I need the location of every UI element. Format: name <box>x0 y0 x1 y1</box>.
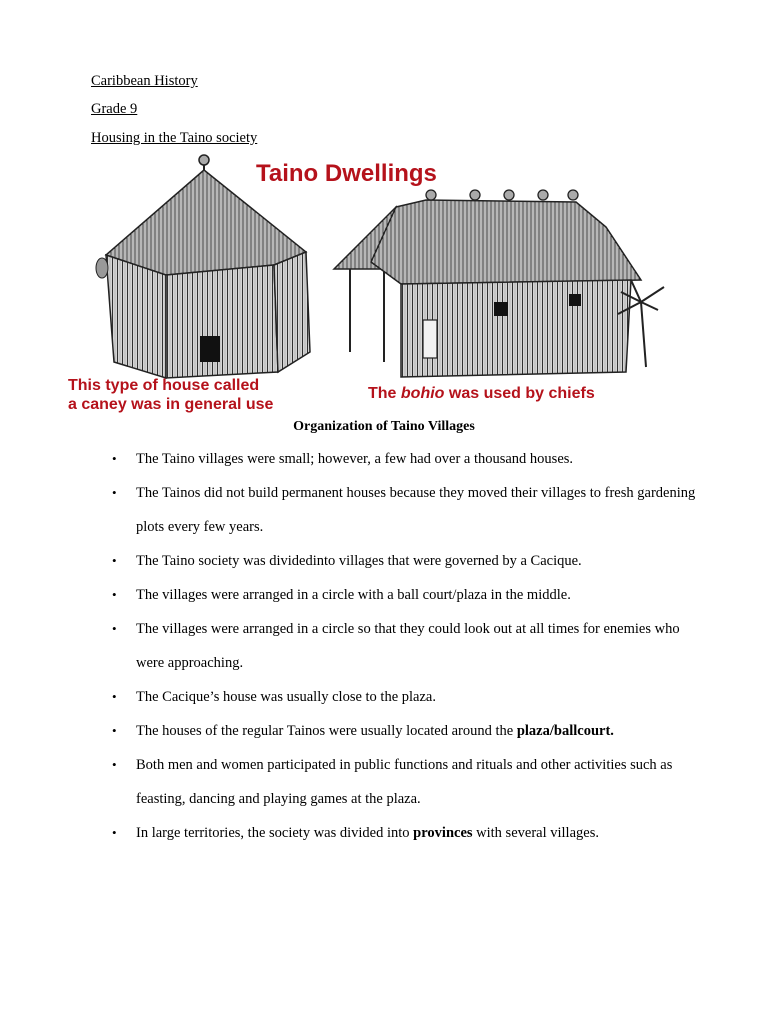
list-item: • The houses of the regular Tainos were usually located around the plaza/ballcourt. <box>110 714 700 748</box>
grade-heading: Grade 9 <box>91 101 138 117</box>
list-item: • The Taino society was dividedinto villages that were governed by a Cacique. <box>110 544 700 578</box>
list-item: • The Tainos did not build permanent houses because they moved their villages to fresh gardening plots every few years. <box>110 476 700 544</box>
caney-caption <box>68 377 274 413</box>
bohio-caption-pre: The <box>368 385 401 402</box>
bohio-caption <box>368 385 595 402</box>
section-title: Organization of Taino Villages <box>293 419 475 434</box>
list-item: • In large territories, the society was divided into provinces with several villages. <box>110 816 700 850</box>
course-heading: Caribbean History <box>91 73 198 89</box>
bohio-house-drawing <box>334 190 664 377</box>
taino-dwellings-illustration <box>66 152 676 416</box>
list-item: • The villages were arranged in a circle so that they could look out at all times for enemies who were approaching. <box>110 612 700 680</box>
figure-title: Taino Dwellings <box>256 160 437 187</box>
caney-house-drawing <box>96 155 310 378</box>
list-item: • The Cacique’s house was usually close to the plaza. <box>110 680 700 714</box>
bold-term: plaza/ballcourt. <box>516 723 614 739</box>
list-item: • The villages were arranged in a circle with a ball court/plaza in the middle. <box>110 578 700 612</box>
bohio-caption-em: bohio <box>400 385 445 402</box>
village-facts-list <box>110 442 700 850</box>
caney-caption-line2: a caney was in general use <box>68 396 274 413</box>
list-item: • The Taino villages were small; however, a few had over a thousand houses. <box>110 442 700 476</box>
list-item: • Both men and women participated in public functions and rituals and other activities such as feasting, dancing and playing games at the plaza. <box>110 748 700 816</box>
caney-caption-line1: This type of house called <box>68 377 260 394</box>
topic-heading: Housing in the Taino society <box>91 130 258 146</box>
bold-term: provinces <box>413 825 473 841</box>
bohio-caption-post: was used by chiefs <box>444 385 595 402</box>
